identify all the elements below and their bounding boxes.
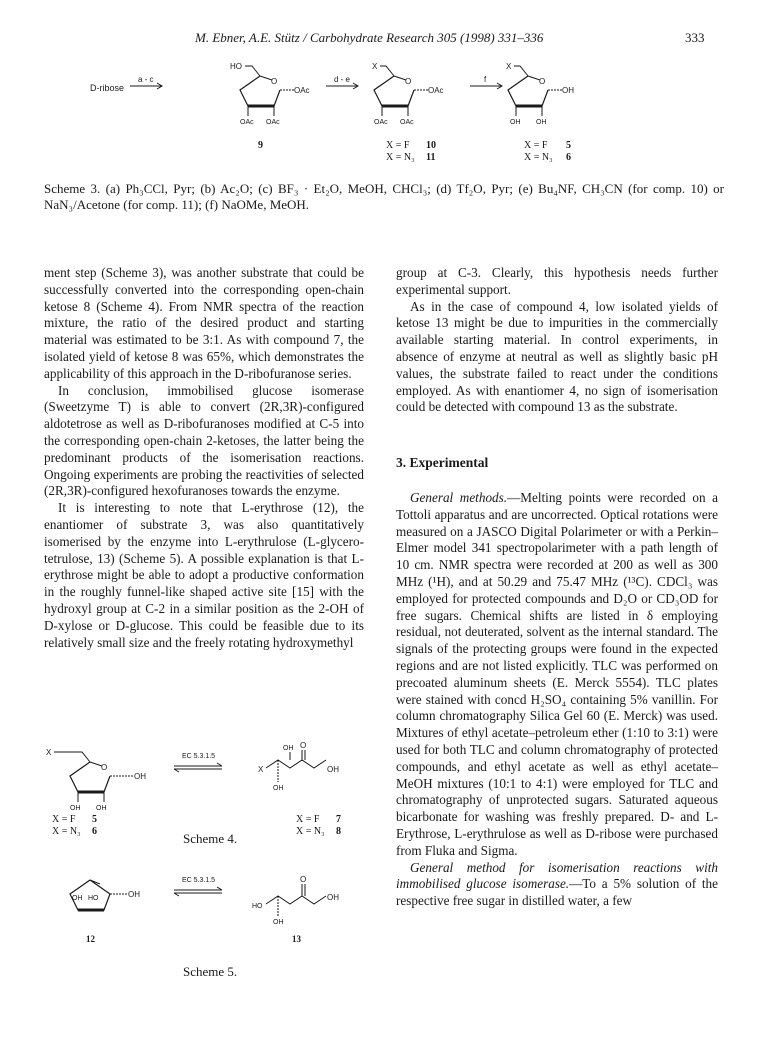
compound-6-number: 6 bbox=[566, 152, 571, 163]
scheme4-left-row2-num: 6 bbox=[92, 826, 97, 836]
running-title: M. Ebner, A.E. Stütz / Carbohydrate Research 305 (1998) 331–336 bbox=[195, 30, 544, 45]
scheme4-right-row1-label: X = F bbox=[296, 814, 320, 825]
scheme4-furanose bbox=[46, 748, 146, 812]
isomerisation-paragraph bbox=[396, 860, 718, 910]
scheme4-caption: Scheme 4. bbox=[183, 831, 238, 846]
scheme4-left-top: X bbox=[46, 748, 52, 757]
compound-10-11-anomeric: OAc bbox=[428, 86, 444, 95]
page-number: 333 bbox=[685, 30, 705, 45]
scheme4-left-row1-num: 5 bbox=[92, 814, 97, 825]
isomerisation-title: General method for isomerisation reactions with immobilised glucose isomerase. bbox=[396, 859, 718, 892]
left-paragraph-2: In conclusion, immobilised glucose isomerase (Sweetzyme T) is able to convert (2R,3R)-configured aldotetrose as well as D-ribofuranoses modified at C-5 into the corresponding open-chain 2-ketoses, the latter being the predominant products of the isomerisation reactions. Ongoing experiments are probing the reactivities of selected (2R,3R)-configured hexofuranoses towards the enzyme. bbox=[44, 382, 364, 499]
compound-10-11-ring-o: O bbox=[405, 77, 412, 86]
scheme3-figure bbox=[80, 56, 640, 174]
compound-5-6-structure bbox=[506, 62, 574, 163]
compound-6-label: X = N₃ bbox=[524, 152, 553, 163]
scheme4-right-oh-bottom: OH bbox=[273, 785, 284, 792]
right-paragraph-2: As in the case of compound 4, low isolated yields of ketose 13 might be due to impurities in the commercially available starting material. In control experiments, in absence of enzyme at neutral as well as slightly basic pH values, the substrate failed to react under the conditions employed. As with enantiomer 4, no sign of isomerisation could be detected with compound 13 as the substrate. bbox=[396, 298, 718, 415]
scheme3-caption: Scheme 3. (a) Ph₃CCl, Pyr; (b) Ac₂O; (c) BF₃ · Et₂O, MeOH, CHCl₃; (d) Tf₂O, Pyr; (e) Bu₄NF, CH₃CN (for comp. 10) or NaN₃/Acetone (for comp. 11); (f) NaOMe, MeOH. bbox=[44, 181, 724, 212]
scheme4-right-row2-num: 8 bbox=[336, 826, 341, 836]
scheme4-left-row2-label: X = N₃ bbox=[52, 826, 81, 836]
compound-9-anomeric: OAc bbox=[294, 86, 310, 95]
scheme3-arrow3-label: f bbox=[484, 75, 487, 84]
compound-9-ring-o: O bbox=[271, 77, 278, 86]
scheme5-caption: Scheme 5. bbox=[183, 964, 238, 979]
scheme4-right-x: X bbox=[258, 765, 264, 774]
general-methods-body: —Melting points were recorded on a Tottoli apparatus and are uncorrected. Optical rotations were measured on a JASCO Digital Polarimeter or with a Perkin–Elmer model 341 spectropolarimeter with a path length of 10 cm. NMR spectra were recorded at 200 as well as 300 MHz (¹H), and at 50.29 and 75.47 MHz (¹³C). CDCl₃ was employed for protected compounds and D₂O or CD₃OD for free sugars. Chemical shifts are listed in δ employing residual, not deuterated, solvent as the internal standard. The signals of the protecting groups were found in the expected regions and are not listed explicitly. TLC was performed on precoated aluminum sheets (E. Merck 5554). TLC plates were stained with concd H₂SO₄ containing 5% vanillin. For column chromatography Silica Gel 60 (E. Merck) was used. Mixtures of ethyl acetate–petroleum ether (1:10 to 3:1) were used for both TLC and column chromatography of protected compounds, and ethyl acetate as well as ethyl acetate–MeOH mixtures (10:1 to 4:1) were employed for TLC and chromatography of unprotected sugars. Saturated aqueous bicarbonate for washing was freshly prepared. D- and L-Erythrose, L-erythrulose as well as D-ribose were purchased from Fluka and Sigma. bbox=[396, 490, 718, 858]
compound-12-structure bbox=[70, 880, 140, 944]
scheme4-right-row2-label: X = N₃ bbox=[296, 826, 325, 836]
compound-10-11-top: X bbox=[372, 62, 378, 71]
compound-5-6-right-sub: OH bbox=[536, 119, 547, 126]
left-paragraph-3: It is interesting to note that L-erythrose (12), the enantiomer of substrate 3, was also quantitatively isomerised by the enzyme into L-erythrulose (L-glycero-tetrulose, 13) (Scheme 5). A possible explanation is that L-erythrose might be able to adopt a productive conformation in the roughly funnel-like shaped active site [15] with the hydroxyl group at C-2 in a similar position as the 2-OH of D-xylose or D-glucose. This could be feasible due to its relatively small size and the freely rotating hydroxymethyl bbox=[44, 500, 364, 650]
compound-10-11-right-sub: OAc bbox=[400, 119, 414, 126]
compound-12-ho: HO bbox=[88, 895, 99, 902]
scheme3-arrow1-label: a - c bbox=[138, 75, 154, 84]
scheme4-left-ring-o: O bbox=[101, 763, 108, 772]
isomerisation-body: —To a 5% solution of the respective free sugar in distilled water, a few bbox=[396, 876, 718, 909]
scheme3-arrow2-label: d - e bbox=[334, 75, 351, 84]
right-column-top bbox=[396, 265, 718, 416]
compound-13-number: 13 bbox=[292, 934, 301, 944]
compound-9-structure bbox=[230, 62, 310, 151]
scheme4-enzyme: EC 5.3.1.5 bbox=[182, 753, 216, 760]
scheme5-enzyme: EC 5.3.1.5 bbox=[182, 877, 216, 884]
compound-13-oh-end: OH bbox=[327, 893, 339, 902]
compound-5-6-anomeric: OH bbox=[562, 86, 574, 95]
compound-13-o-top: O bbox=[300, 875, 307, 884]
scheme4-left-row1-label: X = F bbox=[52, 814, 76, 825]
compound-13-ho: HO bbox=[252, 903, 263, 910]
left-paragraph-1: ment step (Scheme 3), was another substrate that could be successfully converted into the corresponding open-chain ketose 8 (Scheme 4). From NMR spectra of the reaction mixture, the ratio of the desired product and starting material was estimated to be 3:1. As with compound 7, the isolated yield of ketose 8 was 65%, which demonstrates the applicability of this approach in the D-ribofuranose series. bbox=[44, 265, 364, 381]
compound-10-11-structure bbox=[372, 62, 444, 163]
general-methods-title: General methods. bbox=[410, 490, 508, 505]
compound-9-number: 9 bbox=[258, 140, 263, 151]
scheme5-figure bbox=[44, 872, 374, 948]
left-column bbox=[44, 265, 364, 651]
compound-9-right-sub: OAc bbox=[266, 119, 280, 126]
section-heading: 3. Experimental bbox=[396, 455, 489, 470]
compound-5-label: X = F bbox=[524, 140, 548, 151]
scheme4-right-sub: OH bbox=[96, 805, 107, 812]
scheme4-right-row1-num: 7 bbox=[336, 814, 341, 825]
scheme4-right-oh-end: OH bbox=[327, 765, 339, 774]
compound-10-11-left-sub: OAc bbox=[374, 119, 388, 126]
right-column-bottom bbox=[396, 490, 718, 910]
compound-12-oh: OH bbox=[72, 895, 83, 902]
running-head bbox=[0, 30, 768, 48]
compound-12-oh-end: OH bbox=[128, 890, 140, 899]
compound-12-number: 12 bbox=[86, 934, 95, 944]
scheme4-left-anomeric: OH bbox=[134, 772, 146, 781]
scheme4-right-oh-top: OH bbox=[283, 745, 294, 752]
compound-5-number: 5 bbox=[566, 140, 571, 151]
scheme4-open-chain bbox=[258, 742, 339, 792]
compound-10-number: 10 bbox=[426, 140, 436, 151]
compound-9-top: HO bbox=[230, 62, 242, 71]
general-methods-paragraph bbox=[396, 490, 718, 860]
right-paragraph-1: group at C-3. Clearly, this hypothesis needs further experimental support. bbox=[396, 265, 718, 297]
scheme4-right-o-top: O bbox=[300, 742, 307, 750]
compound-11-number: 11 bbox=[426, 152, 436, 163]
compound-13-structure bbox=[252, 875, 339, 944]
compound-11-label: X = N₃ bbox=[386, 152, 415, 163]
compound-5-6-top: X bbox=[506, 62, 512, 71]
compound-9-left-sub: OAc bbox=[240, 119, 254, 126]
compound-10-label: X = F bbox=[386, 140, 410, 151]
scheme4-left-sub: OH bbox=[70, 805, 81, 812]
compound-5-6-ring-o: O bbox=[539, 77, 546, 86]
compound-5-6-left-sub: OH bbox=[510, 119, 521, 126]
compound-13-oh-bottom: OH bbox=[273, 919, 284, 926]
scheme3-start: D-ribose bbox=[90, 83, 125, 93]
